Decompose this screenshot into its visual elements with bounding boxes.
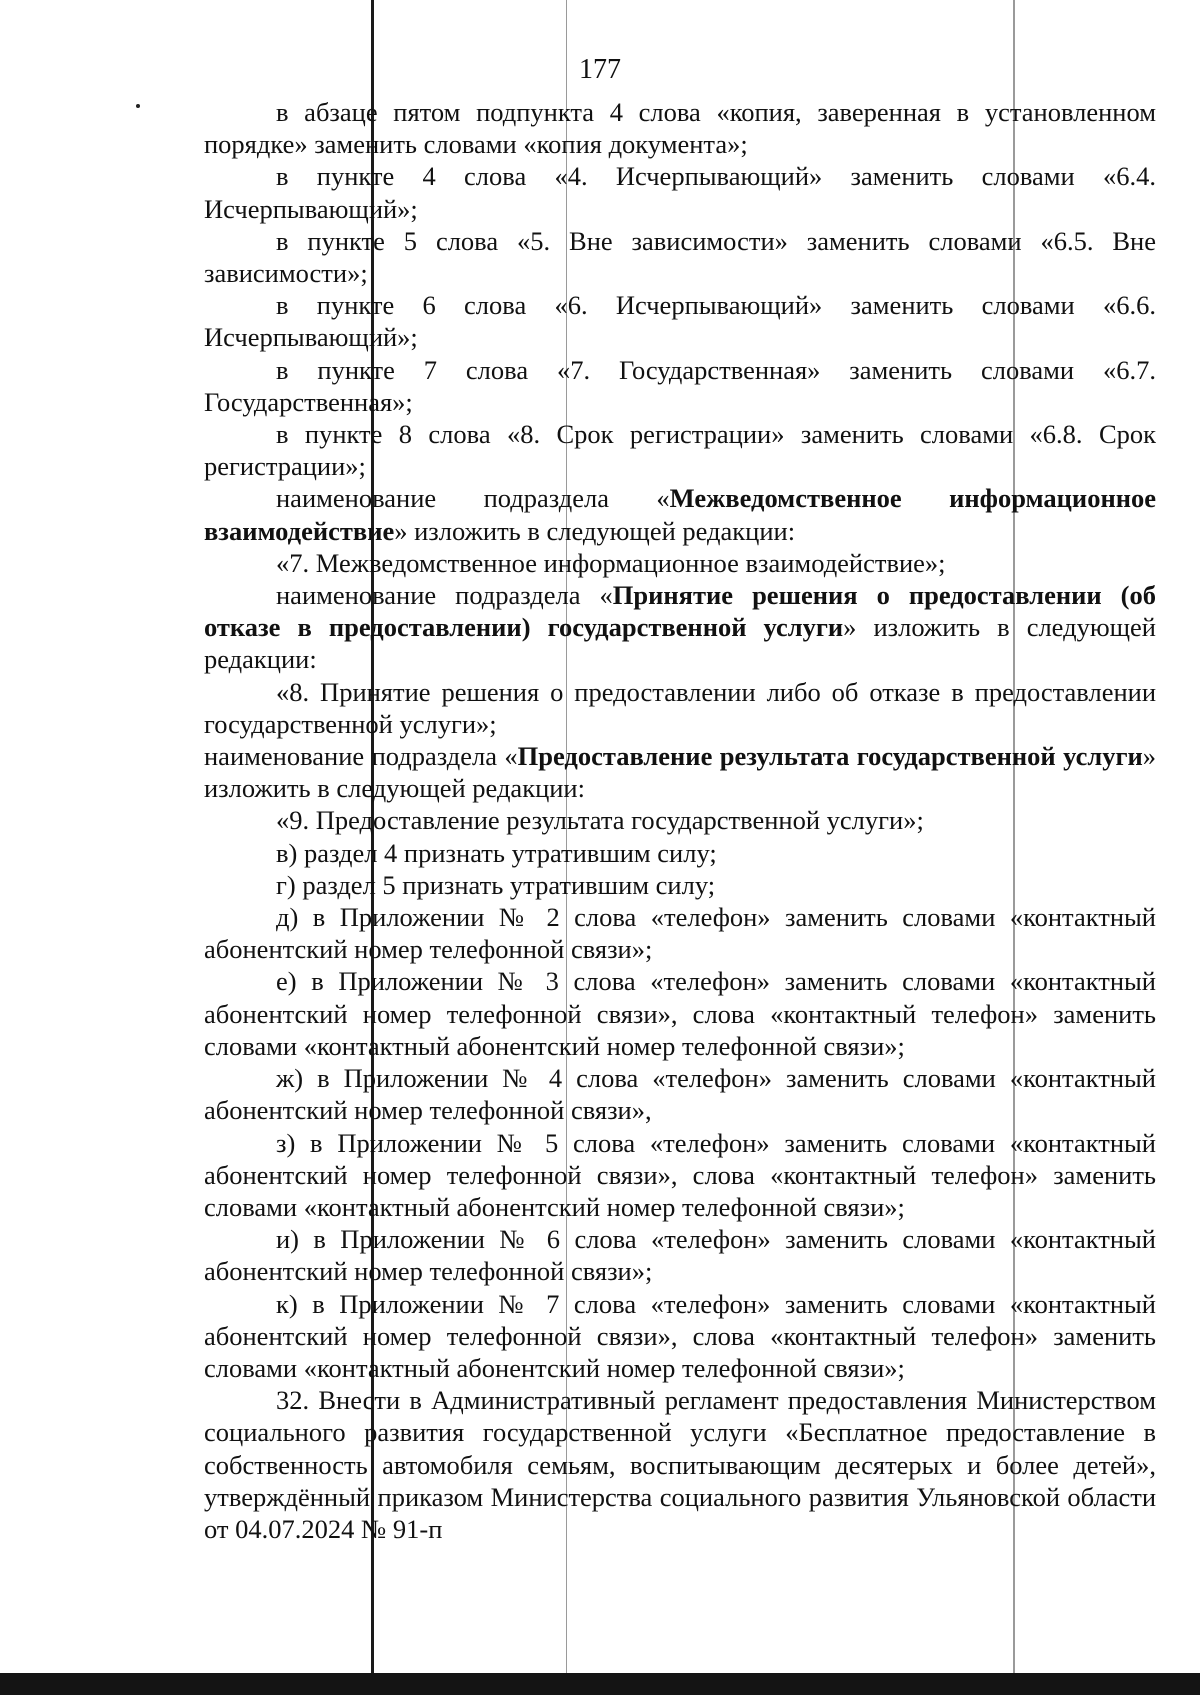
paragraph <box>204 901 1156 965</box>
paragraph <box>204 965 1156 1062</box>
paragraph <box>204 160 1156 224</box>
paragraph <box>204 837 1156 869</box>
document-body <box>204 96 1156 1545</box>
text-run: » изложить в следующей редакции: <box>394 515 796 546</box>
text-run: е) в Приложении № 3 слова «телефон» заменить словами «контактный абонентский номер телефонной связи», слова «контактный телефон» заменить словами «контактный абонентский номер телефонной связи»; <box>204 966 1156 1061</box>
bold-text: Принятие решения о предоставлении (об отказе в предоставлении) государственной услуги <box>204 580 1156 643</box>
paragraph <box>204 1223 1156 1287</box>
paragraph <box>204 1384 1156 1545</box>
bold-text: Межведомственное информационное взаимодействие <box>204 483 1156 546</box>
text-run: д) в Приложении № 2 слова «телефон» заменить словами «контактный абонентский номер телефонной связи»; <box>204 902 1156 965</box>
scan-bottom-edge <box>0 1673 1200 1695</box>
scan-speck <box>136 104 140 108</box>
paragraph <box>204 418 1156 482</box>
bold-text: Предоставление результата государственной услуги <box>517 741 1143 772</box>
paragraph <box>204 1062 1156 1126</box>
text-run: з) в Приложении № 5 слова «телефон» заменить словами «контактный абонентский номер телефонной связи», слова «контактный телефон» заменить словами «контактный абонентский номер телефонной связи»; <box>204 1127 1156 1222</box>
text-run: и) в Приложении № 6 слова «телефон» заменить словами «контактный абонентский номер телефонной связи»; <box>204 1224 1156 1287</box>
page-number: 177 <box>579 54 621 85</box>
text-run: 32. Внести в Административный регламент предоставления Министерством социального развития государственной услуги «Бесплатное предоставление в собственность автомобиля семьям, воспитывающим десятерых и более детей», утверждённый приказом Министерства социального развития Ульяновской области от 04.07.2024 № 91-п <box>204 1385 1156 1544</box>
text-run: в пункте 7 слова «7. Государственная» заменить словами «6.7. Государственная»; <box>204 354 1156 417</box>
text-run: в абзаце пятом подпункта 4 слова «копия, заверенная в установленном порядке» заменить словами «копия документа»; <box>204 97 1156 160</box>
text-run: наименование подраздела « <box>204 741 518 772</box>
text-run: «9. Предоставление результата государственной услуги»; <box>276 805 924 836</box>
paragraph <box>204 804 1156 836</box>
paragraph <box>204 354 1156 418</box>
text-run: наименование подраздела « <box>276 580 613 611</box>
paragraph <box>204 579 1156 676</box>
paragraph <box>204 289 1156 353</box>
text-run: » изложить в следующей редакции: <box>204 741 1156 804</box>
paragraph <box>204 1127 1156 1224</box>
text-run: г) раздел 5 признать утратившим силу; <box>276 869 716 900</box>
text-run: в пункте 6 слова «6. Исчерпывающий» заменить словами «6.6. Исчерпывающий»; <box>204 290 1156 353</box>
paragraph <box>204 676 1156 740</box>
paragraph <box>204 96 1156 160</box>
text-run: в пункте 4 слова «4. Исчерпывающий» заменить словами «6.4. Исчерпывающий»; <box>204 161 1156 224</box>
paragraph <box>204 547 1156 579</box>
text-run: «8. Принятие решения о предоставлении либо об отказе в предоставлении государственной услуги»; <box>204 676 1156 739</box>
paragraph <box>204 740 1156 804</box>
text-run: в) раздел 4 признать утратившим силу; <box>276 837 717 868</box>
text-run: ж) в Приложении № 4 слова «телефон» заменить словами «контактный абонентский номер телефонной связи», <box>204 1063 1156 1126</box>
paragraph <box>204 482 1156 546</box>
text-run: наименование подраздела « <box>276 483 670 514</box>
paragraph <box>204 869 1156 901</box>
paragraph <box>204 225 1156 289</box>
text-run: в пункте 8 слова «8. Срок регистрации» заменить словами «6.8. Срок регистрации»; <box>204 419 1156 482</box>
text-run: » изложить в следующей редакции: <box>204 612 1156 675</box>
text-run: в пункте 5 слова «5. Вне зависимости» заменить словами «6.5. Вне зависимости»; <box>204 225 1156 289</box>
paragraph <box>204 1288 1156 1385</box>
text-run: к) в Приложении № 7 слова «телефон» заменить словами «контактный абонентский номер телефонной связи», слова «контактный телефон» заменить словами «контактный абонентский номер телефонной связи»; <box>204 1288 1156 1383</box>
text-run: «7. Межведомственное информационное взаимодействие»; <box>276 547 946 578</box>
